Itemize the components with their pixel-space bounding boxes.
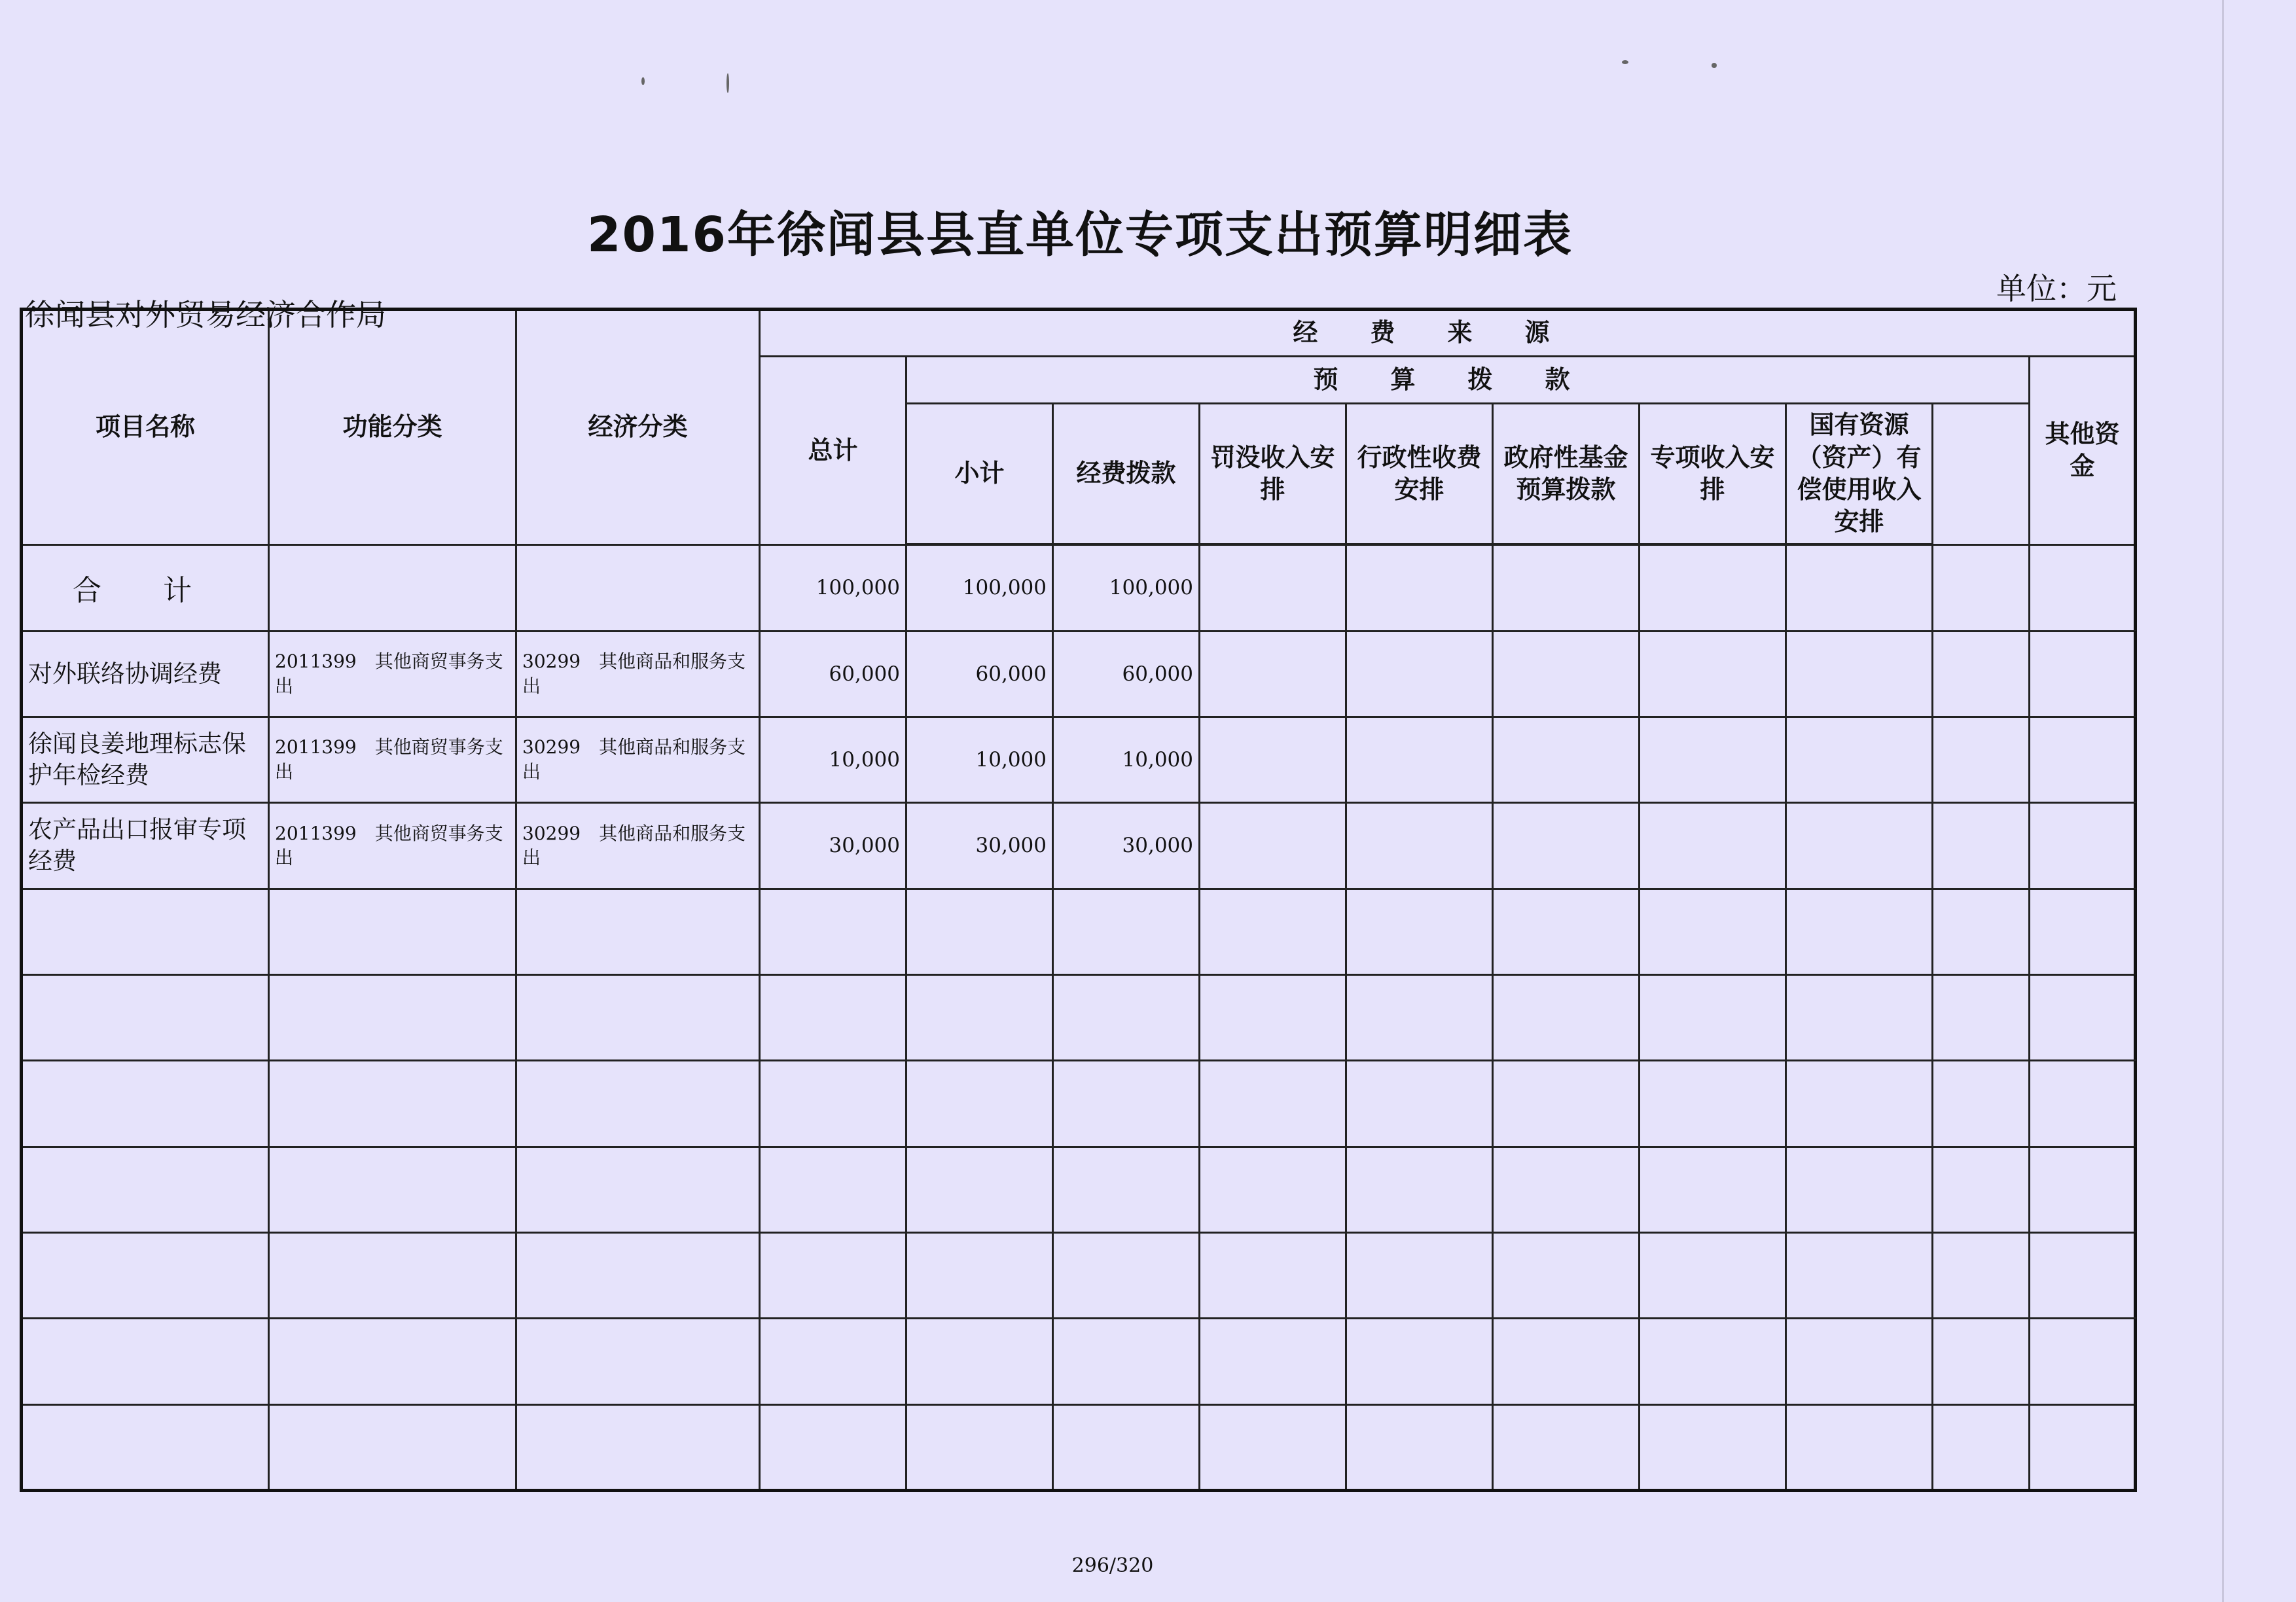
header-budget-allocation: 预算拨款 <box>906 356 2030 403</box>
scan-speck <box>1622 60 1628 64</box>
page-number: 296/320 <box>1071 1554 1154 1577</box>
total-row <box>22 545 2136 631</box>
header-state-assets: 国有资源（资产）有偿使用收入安排 <box>1786 403 1933 544</box>
row-total: 10,000 <box>760 717 906 802</box>
row-subtotal: 10,000 <box>906 717 1053 802</box>
empty-row <box>22 1319 2136 1404</box>
unit-name: 徐闻县对外贸易经济合作局 <box>25 297 386 332</box>
economic-class: 30299 其他商品和服务支出 <box>516 803 760 889</box>
header-economic-class: 经济分类 <box>516 310 760 545</box>
total-label: 合 计 <box>22 545 269 631</box>
economic-class: 30299 其他商品和服务支出 <box>516 717 760 802</box>
header-special-income: 专项收入安排 <box>1640 403 1786 544</box>
row-total: 60,000 <box>760 631 906 717</box>
empty-row <box>22 1147 2136 1232</box>
header-fund-allocation: 经费拨款 <box>1053 403 1200 544</box>
row-fund-allocation: 10,000 <box>1053 717 1200 802</box>
header-project-name: 项目名称 <box>22 310 269 545</box>
total-subtotal: 100,000 <box>906 545 1053 631</box>
header-gov-fund: 政府性基金预算拨款 <box>1493 403 1640 544</box>
table-row <box>22 717 2136 802</box>
functional-class: 2011399 其他商贸事务支出 <box>269 803 516 889</box>
table-row <box>22 803 2136 889</box>
row-subtotal: 60,000 <box>906 631 1053 717</box>
header-fines-income: 罚没收入安排 <box>1200 403 1346 544</box>
total-total: 100,000 <box>760 545 906 631</box>
project-name: 农产品出口报审专项经费 <box>22 803 269 889</box>
empty-row <box>22 1061 2136 1147</box>
header-other-funds: 其他资金 <box>2030 356 2136 544</box>
row-fund-allocation: 30,000 <box>1053 803 1200 889</box>
unit-label: 单位：元 <box>1996 271 2117 306</box>
empty-row <box>22 889 2136 974</box>
empty-row <box>22 974 2136 1060</box>
empty-row <box>22 1404 2136 1490</box>
scan-speck <box>641 77 645 85</box>
functional-class: 2011399 其他商贸事务支出 <box>269 631 516 717</box>
row-fund-allocation: 60,000 <box>1053 631 1200 717</box>
functional-class: 2011399 其他商贸事务支出 <box>269 717 516 802</box>
total-fund-allocation: 100,000 <box>1053 545 1200 631</box>
header-funding-source: 经费来源 <box>760 310 2136 357</box>
project-name: 徐闻良姜地理标志保护年检经费 <box>22 717 269 802</box>
header-admin-fees: 行政性收费安排 <box>1346 403 1493 544</box>
economic-class: 30299 其他商品和服务支出 <box>516 631 760 717</box>
project-name: 对外联络协调经费 <box>22 631 269 717</box>
scan-speck <box>1712 63 1717 68</box>
empty-row <box>22 1232 2136 1318</box>
table-row <box>22 631 2136 717</box>
row-subtotal: 30,000 <box>906 803 1053 889</box>
row-total: 30,000 <box>760 803 906 889</box>
page-edge <box>2222 0 2224 1602</box>
header-subtotal: 小计 <box>906 403 1053 544</box>
page-title: 2016年徐闻县县直单位专项支出预算明细表 <box>587 207 1573 263</box>
header-functional-class: 功能分类 <box>269 310 516 545</box>
budget-table <box>20 308 2137 1492</box>
header-total: 总计 <box>760 356 906 544</box>
scan-speck <box>726 73 729 93</box>
